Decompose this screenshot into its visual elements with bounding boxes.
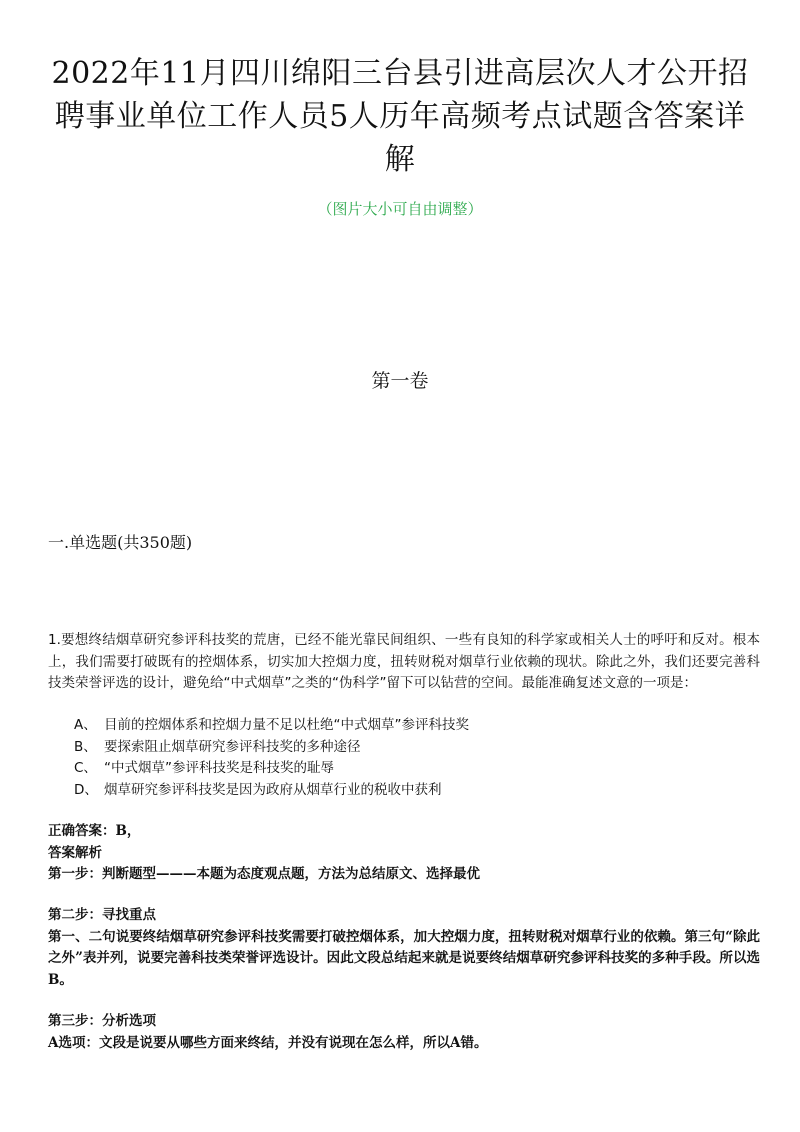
option-a bbox=[74, 715, 754, 737]
correct-answer: 正确答案：B， bbox=[48, 823, 141, 839]
option-letter: D、 bbox=[74, 781, 98, 798]
analysis-step-3 bbox=[48, 1011, 760, 1054]
answer-section bbox=[48, 821, 760, 886]
step-3-option-a: A选项：文段是说要从哪些方面来终结，并没有说现在怎么样，所以A错。 bbox=[48, 1034, 488, 1051]
document-title: 2022年11月四川绵阳三台县引进高层次人才公开招聘事业单位工作人员5人历年高频考点试题含答案详解 bbox=[51, 56, 749, 177]
option-list bbox=[74, 715, 754, 801]
step-2-text: 第一、二句说要终结烟草研究参评科技奖需要打破控烟体系，加大控烟力度，扭转财税对烟草行业的依赖。第三句“除此之外”表并列，说要完善科技类荣誉评选设计。因此文段总结起来就是说要终结烟草研究参评科技奖的多种手段。所以选B。 bbox=[48, 928, 760, 988]
option-d bbox=[74, 780, 754, 802]
option-letter: C、 bbox=[74, 760, 97, 776]
option-text: 要探索阻止烟草研究参评科技奖的多种途径 bbox=[104, 738, 361, 755]
option-text: “中式烟草”参评科技奖是科技奖的耻辱 bbox=[104, 760, 334, 776]
analysis-label: 答案解析 bbox=[48, 844, 102, 861]
analysis-step-1: 第一步：判断题型———本题为态度观点题，方法为总结原文、选择最优 bbox=[48, 866, 480, 882]
document-subtitle: （图片大小可自由调整） bbox=[317, 200, 483, 218]
option-c bbox=[74, 758, 754, 780]
option-text: 目前的控烟体系和控烟力量不足以杜绝“中式烟草”参评科技奖 bbox=[104, 717, 469, 733]
section-heading: 一.单选题(共350题) bbox=[48, 533, 193, 552]
step-3-title: 第三步：分析选项 bbox=[48, 1013, 156, 1029]
analysis-step-2 bbox=[48, 905, 760, 991]
question-stem: 1.要想终结烟草研究参评科技奖的荒唐，已经不能光靠民间组织、一些有良知的科学家或相关人士的呼吁和反对。根本上，我们需要打破既有的控烟体系，切实加大控烟力度，扭转财税对烟草行业依赖的现状。除此之外，我们还要完善科技类荣誉评选的设计，避免给“中式烟草”之类的“伪科学”留下可以钻营的空间。最能准确复述文意的一项是： bbox=[48, 632, 760, 691]
option-text: 烟草研究参评科技奖是因为政府从烟草行业的税收中获利 bbox=[104, 781, 442, 798]
option-letter: A、 bbox=[74, 717, 97, 733]
option-letter: B、 bbox=[74, 738, 97, 755]
volume-heading: 第一卷 bbox=[371, 370, 429, 392]
step-2-title: 第二步：寻找重点 bbox=[48, 907, 156, 923]
option-b bbox=[74, 737, 754, 759]
